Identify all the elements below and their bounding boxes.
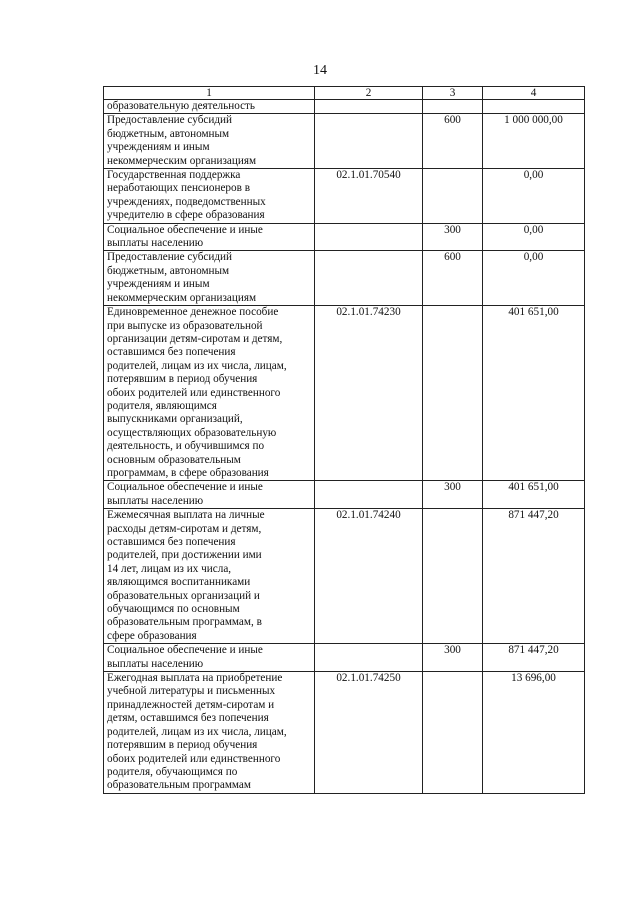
row-expense-type-cell: 300 (423, 644, 483, 672)
row-expense-type-cell (423, 100, 483, 114)
column-header-1: 1 (104, 87, 315, 100)
row-name-cell: Предоставление субсидий бюджетным, автономным учреждениям и иным некоммерческим организациям (104, 251, 315, 306)
row-name-cell: Социальное обеспечение и иные выплаты населению (104, 644, 315, 672)
row-name-cell: Ежегодная выплата на приобретение учебной литературы и письменных принадлежностей детям-сиротам и детям, оставшимся без попечения родителей, лицам из их числа, лицам, потерявшим в период обучения обоих родителей или единственного родителя, обучающимся по образовательным программам (104, 672, 315, 794)
row-expense-type-cell: 300 (423, 223, 483, 251)
row-name-cell: Единовременное денежное пособие при выпуске из образовательной организации детям-сиротам и детям, оставшимся без попечения родителей, лицам из их числа, лицам, потерявшим в период обучения обоих родителей или единственного родителя, являющимся выпускниками организаций, осуществляющих образовательную деятельность, и обучившимся по основным образовательным программам, в сфере образования (104, 306, 315, 481)
table-row (104, 114, 585, 169)
row-code-cell (315, 100, 423, 114)
table-row (104, 169, 585, 224)
row-code-cell (315, 223, 423, 251)
row-amount-cell: 871 447,20 (483, 644, 585, 672)
row-code-cell: 02.1.01.74250 (315, 672, 423, 794)
table-row (104, 306, 585, 481)
row-amount-cell: 0,00 (483, 223, 585, 251)
row-code-cell: 02.1.01.70540 (315, 169, 423, 224)
row-code-cell (315, 644, 423, 672)
row-expense-type-cell (423, 509, 483, 644)
row-expense-type-cell (423, 306, 483, 481)
table-row (104, 100, 585, 114)
row-amount-cell: 871 447,20 (483, 509, 585, 644)
row-code-cell (315, 481, 423, 509)
row-amount-cell: 1 000 000,00 (483, 114, 585, 169)
table-row (104, 644, 585, 672)
table-row (104, 223, 585, 251)
row-code-cell (315, 251, 423, 306)
header-row (104, 87, 585, 100)
table-body (104, 100, 585, 794)
table-row (104, 509, 585, 644)
row-name-cell: Государственная поддержка неработающих пенсионеров в учреждениях, подведомственных учредителю в сфере образования (104, 169, 315, 224)
row-name-cell: Социальное обеспечение и иные выплаты населению (104, 481, 315, 509)
row-name-cell: Ежемесячная выплата на личные расходы детям-сиротам и детям, оставшимся без попечения родителей, при достижении ими 14 лет, лицам из их числа, являющимся воспитанниками образовательных организаций и обучающимся по основным образовательным программам, в сфере образования (104, 509, 315, 644)
row-code-cell: 02.1.01.74240 (315, 509, 423, 644)
row-amount-cell (483, 100, 585, 114)
row-name-cell: образовательную деятельность (104, 100, 315, 114)
row-code-cell: 02.1.01.74230 (315, 306, 423, 481)
row-amount-cell: 0,00 (483, 251, 585, 306)
row-amount-cell: 0,00 (483, 169, 585, 224)
column-header-3: 3 (423, 87, 483, 100)
row-expense-type-cell: 300 (423, 481, 483, 509)
table-row (104, 481, 585, 509)
row-amount-cell: 401 651,00 (483, 481, 585, 509)
budget-table (103, 86, 585, 794)
row-expense-type-cell: 600 (423, 114, 483, 169)
row-name-cell: Социальное обеспечение и иные выплаты населению (104, 223, 315, 251)
column-header-4: 4 (483, 87, 585, 100)
row-expense-type-cell (423, 672, 483, 794)
row-amount-cell: 401 651,00 (483, 306, 585, 481)
table-row (104, 251, 585, 306)
row-expense-type-cell: 600 (423, 251, 483, 306)
page-number: 14 (313, 63, 327, 78)
table-row (104, 672, 585, 794)
row-name-cell: Предоставление субсидий бюджетным, автономным учреждениям и иным некоммерческим организациям (104, 114, 315, 169)
row-amount-cell: 13 696,00 (483, 672, 585, 794)
row-code-cell (315, 114, 423, 169)
column-header-2: 2 (315, 87, 423, 100)
row-expense-type-cell (423, 169, 483, 224)
